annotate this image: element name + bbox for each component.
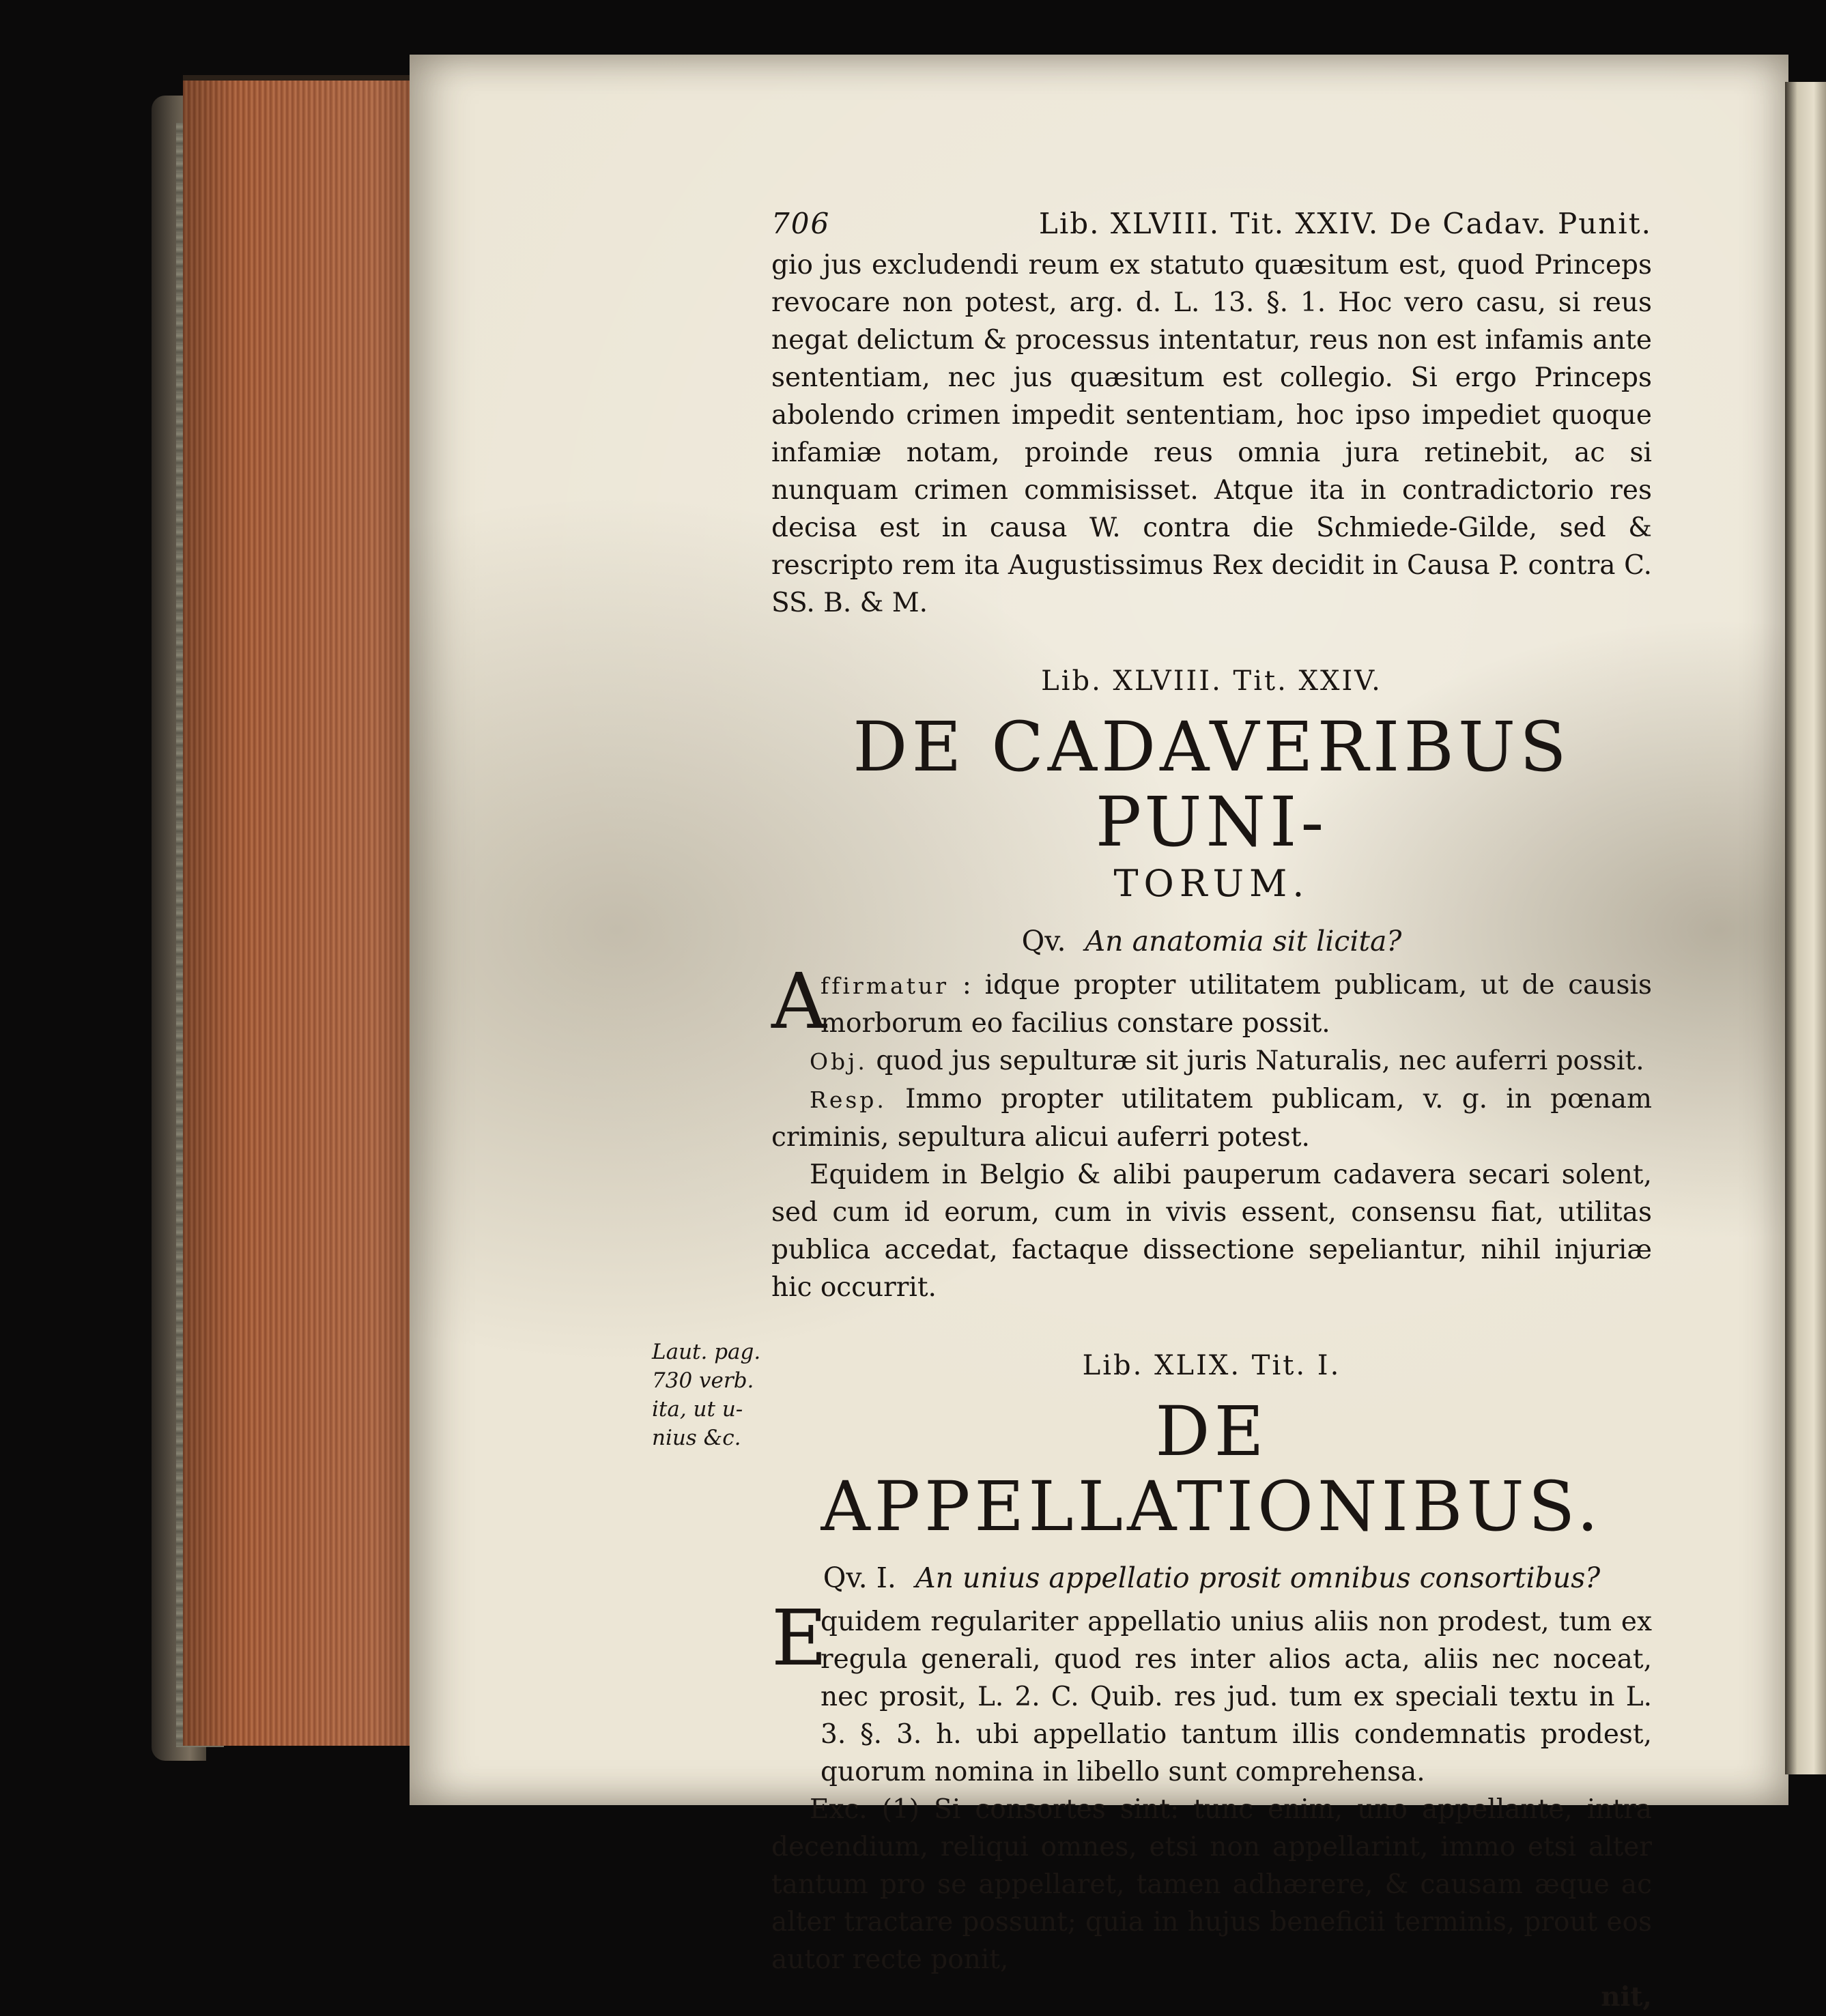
marginal-line: Laut. pag. — [652, 1340, 761, 1364]
rule-paragraph — [771, 1594, 1652, 1791]
running-head — [771, 205, 1652, 242]
question-label: Qv. I. — [823, 1561, 896, 1594]
question-text: An unius appellatio prosit omnibus consortibus? — [915, 1561, 1601, 1594]
section-ref: Lib. XLVIII. Tit. XXIV. — [1041, 665, 1382, 697]
running-head-title: Lib. XLVIII. Tit. XXIV. De Cadav. Punit. — [1038, 207, 1652, 240]
marginal-note — [652, 1338, 761, 1452]
rule-text: quidem regulariter appellatio unius aliis non prodest, tum ex regula generali, quod res inter alios acta, aliis nec noceat, nec prosit, L. 2. C. Quib. res jud. tum ex speciali textu in L. 3. §. 3. h. ubi appellatio tantum illis condemnatis prodest, quorum nomina in libello sunt comprehensa. — [821, 1607, 1652, 1787]
question-heading — [771, 920, 1652, 962]
question-text: An anatomia sit licita? — [1085, 925, 1402, 957]
first-word: ffirmatur — [821, 973, 950, 999]
response-paragraph — [771, 1080, 1652, 1156]
closing-paragraph: Equidem in Belgio & alibi pauperum cadavera secari solent, sed cum id eorum, cum in vivis essent, consensu fiat, utilitas publica accedat, factaque dissectione sepeliantur, nihil injuriæ hic occurrit. — [771, 1160, 1652, 1303]
text-block — [771, 205, 1652, 2016]
objection-paragraph — [771, 1042, 1652, 1080]
question-label: Qv. — [1021, 925, 1066, 957]
section-title-cont: TORUM. — [1113, 862, 1310, 905]
page-number: 706 — [771, 207, 831, 240]
exception-paragraph: Exc. (1) Si consortes sint: tunc enim, uno appellante, intra decendium, reliqui omnes, etsi non appellarint, immo etsi alter tantum pro se appellaret, tamen adhærere, & causam æque ac alter tractare possunt; quia in hujus beneficii terminis, prout eos autor recte ponit, — [771, 1794, 1652, 1975]
response-label: Resp. — [810, 1086, 887, 1113]
carryover-paragraph: gio jus excludendi reum ex statuto quæsitum est, quod Princeps revocare non potest, arg. d. L. 13. §. 1. Hoc vero casu, si reus negat delictum & processus intentatur, reus non est infamis ante sententiam, nec jus quæsitum est collegio. Si ergo Princeps abolendo crimen impedit sententiam, hoc ipso impediet quoque infamiæ notam, proinde reus omnia jura retinebit, ac si nunquam crimen commisisset. Atque ita in contradictorio res decisa est in causa W. contra die Schmiede-Gilde, sed & rescripto rem ita Augustissimus Rex decidit in Causa P. contra C. SS. B. & M. — [771, 250, 1652, 618]
drop-cap: A — [771, 957, 827, 1046]
marginal-line: nius &c. — [652, 1426, 741, 1450]
question-heading — [771, 1557, 1652, 1599]
objection-label: Obj. — [810, 1048, 868, 1075]
section-title: DE CADAVERIBUS PUNI- — [853, 707, 1571, 862]
marginal-line: 730 verb. — [652, 1368, 754, 1393]
answer-text: : idque propter utilitatem publicam, ut de causis morborum eo facilius constare possit. — [821, 970, 1652, 1039]
section-title: DE APPELLATIONIBUS. — [821, 1392, 1603, 1546]
drop-cap: E — [771, 1594, 827, 1683]
objection-text: quod jus sepulturæ sit juris Naturalis, nec auferri possit. — [876, 1046, 1644, 1076]
facing-page-edge — [1785, 82, 1826, 1774]
answer-paragraph — [771, 957, 1652, 1046]
catchword: nit, — [1601, 1981, 1652, 2013]
marginal-line: ita, ut u- — [652, 1397, 743, 1422]
response-text: Immo propter utilitatem publicam, v. g. in pœnam criminis, sepultura alicui auferri potest. — [771, 1084, 1652, 1153]
section-ref: Lib. XLIX. Tit. I. — [1082, 1350, 1341, 1381]
